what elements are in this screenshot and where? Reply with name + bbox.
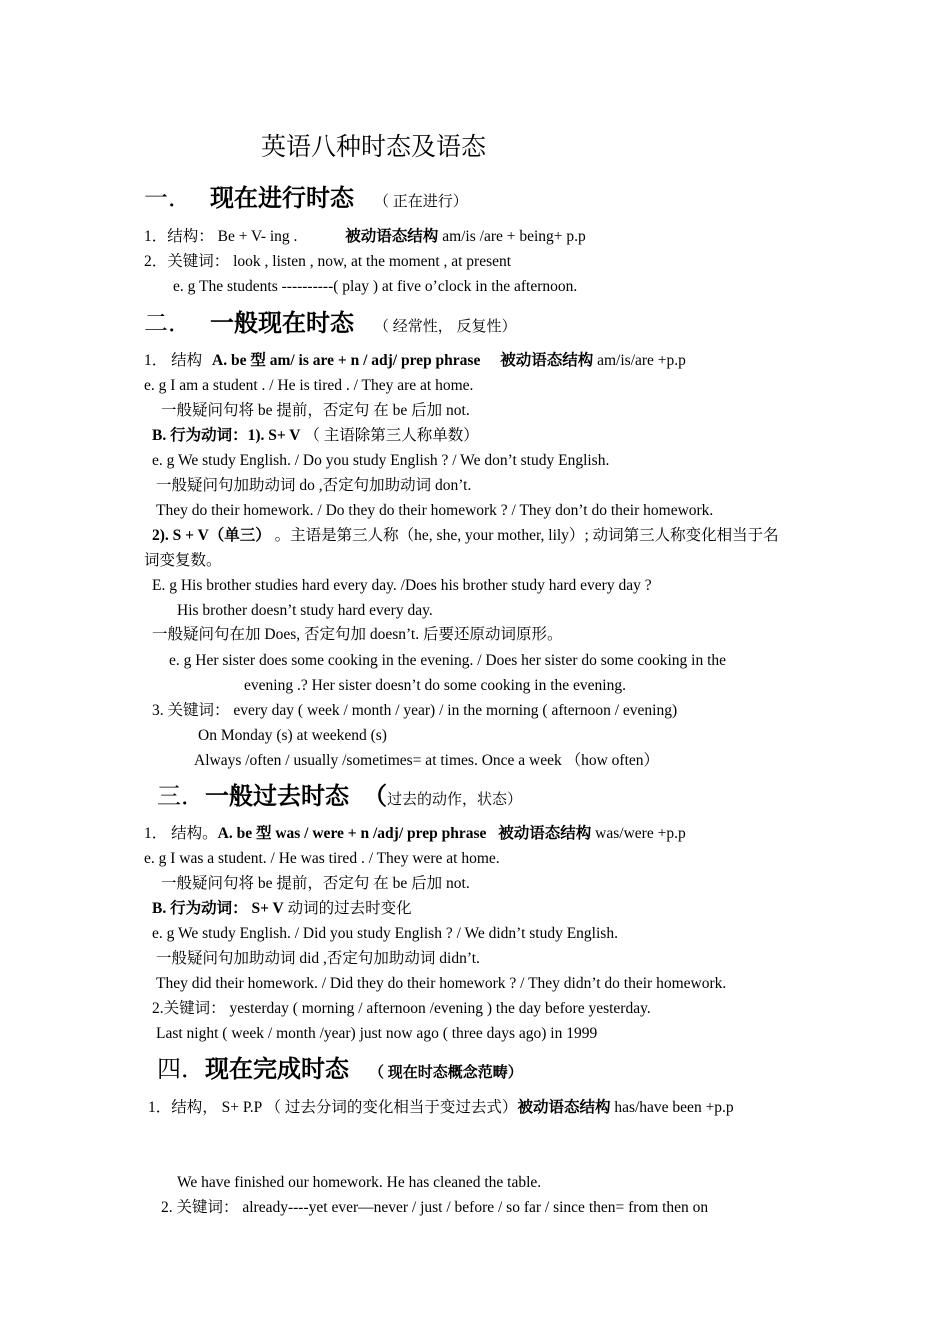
section-2-note: （ 经常性， 反复性） [374, 319, 517, 335]
s3-line-9: Last night ( week / month /year) just now ago ( three days ago) in 1999 [156, 1025, 598, 1042]
s3-passive-text: was/were +p.p [591, 825, 686, 842]
section-2-number: 二． [144, 311, 192, 337]
section-3-title: 一般过去时态 [205, 784, 349, 810]
s2-line-4 [152, 426, 479, 446]
s2-line-6: 一般疑问句加助动词 do ,否定句加助动词 don’t. [156, 477, 472, 494]
s3-structure [144, 824, 686, 844]
s4-structure [148, 1098, 734, 1118]
section-4-note: （ 现在时态概念范畴） [369, 1065, 523, 1081]
section-2-title: 一般现在时态 [210, 311, 354, 337]
s2-be-type: A. be 型 am/ is are + n / adj/ prep phrase [212, 352, 481, 369]
s2-third-person-text: 。主语是第三人称（he, she, your mother, lily）; 动词第三人称变化相当于名 [274, 527, 779, 544]
s3-line-2: e. g I was a student. / He was tired . / They were at home. [144, 850, 500, 867]
section-3-heading [157, 782, 522, 815]
s1-passive-text: am/is /are + being+ p.p [442, 228, 586, 245]
section-3-number: 三． [157, 784, 205, 810]
section-1-number: 一． [144, 186, 192, 212]
section-3-paren: （ [363, 784, 387, 810]
s1-keywords: 2．关键词： look , listen , now, at the moment , at present [144, 253, 512, 270]
s2-third-person-label: 2). S + V（单三） [152, 527, 271, 544]
s3-structure-text: 1． 结构。 [144, 825, 218, 842]
s3-line-6: 一般疑问句加助动词 did ,否定句加助动词 didn’t. [156, 950, 480, 967]
s2-line-17: Always /often / usually /sometimes= at times. Once a week （how often） [194, 752, 660, 769]
s4-passive-label: 被动语态结构 [517, 1099, 611, 1116]
s2-verb-note: （ 主语除第三人称单数） [304, 427, 479, 444]
section-2-heading [144, 309, 517, 342]
s1-structure [144, 227, 586, 247]
section-3-note: 过去的动作，状态） [387, 792, 523, 808]
s2-line-16: On Monday (s) at weekend (s) [198, 727, 387, 744]
s4-structure-text: 1．结构， S+ P.P （ 过去分词的变化相当于变过去式） [148, 1099, 518, 1116]
s2-line-8 [152, 526, 779, 546]
s3-line-3: 一般疑问句将 be 提前，否定句 在 be 后加 not. [161, 875, 470, 892]
s2-line-12: 一般疑问句在加 Does, 否定句加 doesn’t. 后要还原动词原形。 [152, 626, 563, 643]
s2-line-2: e. g I am a student . / He is tired . / They are at home. [144, 377, 474, 394]
s3-verb-note: 动词的过去时变化 [287, 900, 412, 917]
s3-line-8: 2.关键词： yesterday ( morning / afternoon /evening ) the day before yesterday. [152, 1000, 651, 1017]
s2-structure [144, 351, 686, 371]
s3-line-4 [152, 899, 412, 919]
s1-structure-text: 1．结构： Be + V- ing . [144, 228, 298, 245]
s2-passive-label: 被动语态结构 [500, 352, 594, 369]
section-1-note: （ 正在进行） [374, 194, 468, 210]
section-1-title: 现在进行时态 [210, 186, 354, 212]
s2-line-3: 一般疑问句将 be 提前，否定句 在 be 后加 not. [161, 402, 470, 419]
s2-line-9: 词变复数。 [144, 552, 222, 569]
section-1-heading [144, 184, 468, 217]
s2-line-7: They do their homework. / Do they do their homework ? / They don’t do their homework. [156, 502, 714, 519]
s2-structure-text: 1． 结构 [144, 352, 207, 369]
s3-line-7: They did their homework. / Did they do their homework ? / They didn’t do their homework. [156, 975, 727, 992]
s2-line-15: 3. 关键词： every day ( week / month / year) / in the morning ( afternoon / evening) [152, 702, 678, 719]
s2-line-13: e. g Her sister does some cooking in the evening. / Does her sister do some cooking in the [169, 652, 727, 669]
section-4-number: 四． [157, 1057, 205, 1083]
s2-line-11: His brother doesn’t study hard every day. [177, 602, 433, 619]
s2-passive-text: am/is/are +p.p [597, 352, 686, 369]
s4-passive-text: has/have been +p.p [610, 1099, 734, 1116]
section-4-title: 现在完成时态 [205, 1057, 349, 1083]
s1-example: e. g The students ----------( play ) at five o’clock in the afternoon. [173, 278, 578, 295]
s3-be-type: A. be 型 was / were + n /adj/ prep phrase [217, 825, 487, 842]
page-title: 英语八种时态及语态 [261, 134, 487, 161]
s2-line-14: evening .? Her sister doesn’t do some cooking in the evening. [244, 677, 626, 694]
s4-line-3: 2. 关键词： already----yet ever—never / just / before / so far / since then= from then on [161, 1199, 709, 1216]
s2-line-5: e. g We study English. / Do you study English ? / We don’t study English. [152, 452, 610, 469]
s2-line-10: E. g His brother studies hard every day. /Does his brother study hard every day ? [152, 577, 652, 594]
s3-line-5: e. g We study English. / Did you study English ? / We didn’t study English. [152, 925, 618, 942]
s4-line-2: We have finished our homework. He has cleaned the table. [177, 1174, 542, 1191]
s3-passive-label: 被动语态结构 [498, 825, 592, 842]
s1-passive-label: 被动语态结构 [345, 228, 439, 245]
section-4-heading [157, 1055, 523, 1088]
s3-verb-label: B. 行为动词： S+ V [152, 900, 284, 917]
s2-verb-label: B. 行为动词：1). S+ V [152, 427, 301, 444]
